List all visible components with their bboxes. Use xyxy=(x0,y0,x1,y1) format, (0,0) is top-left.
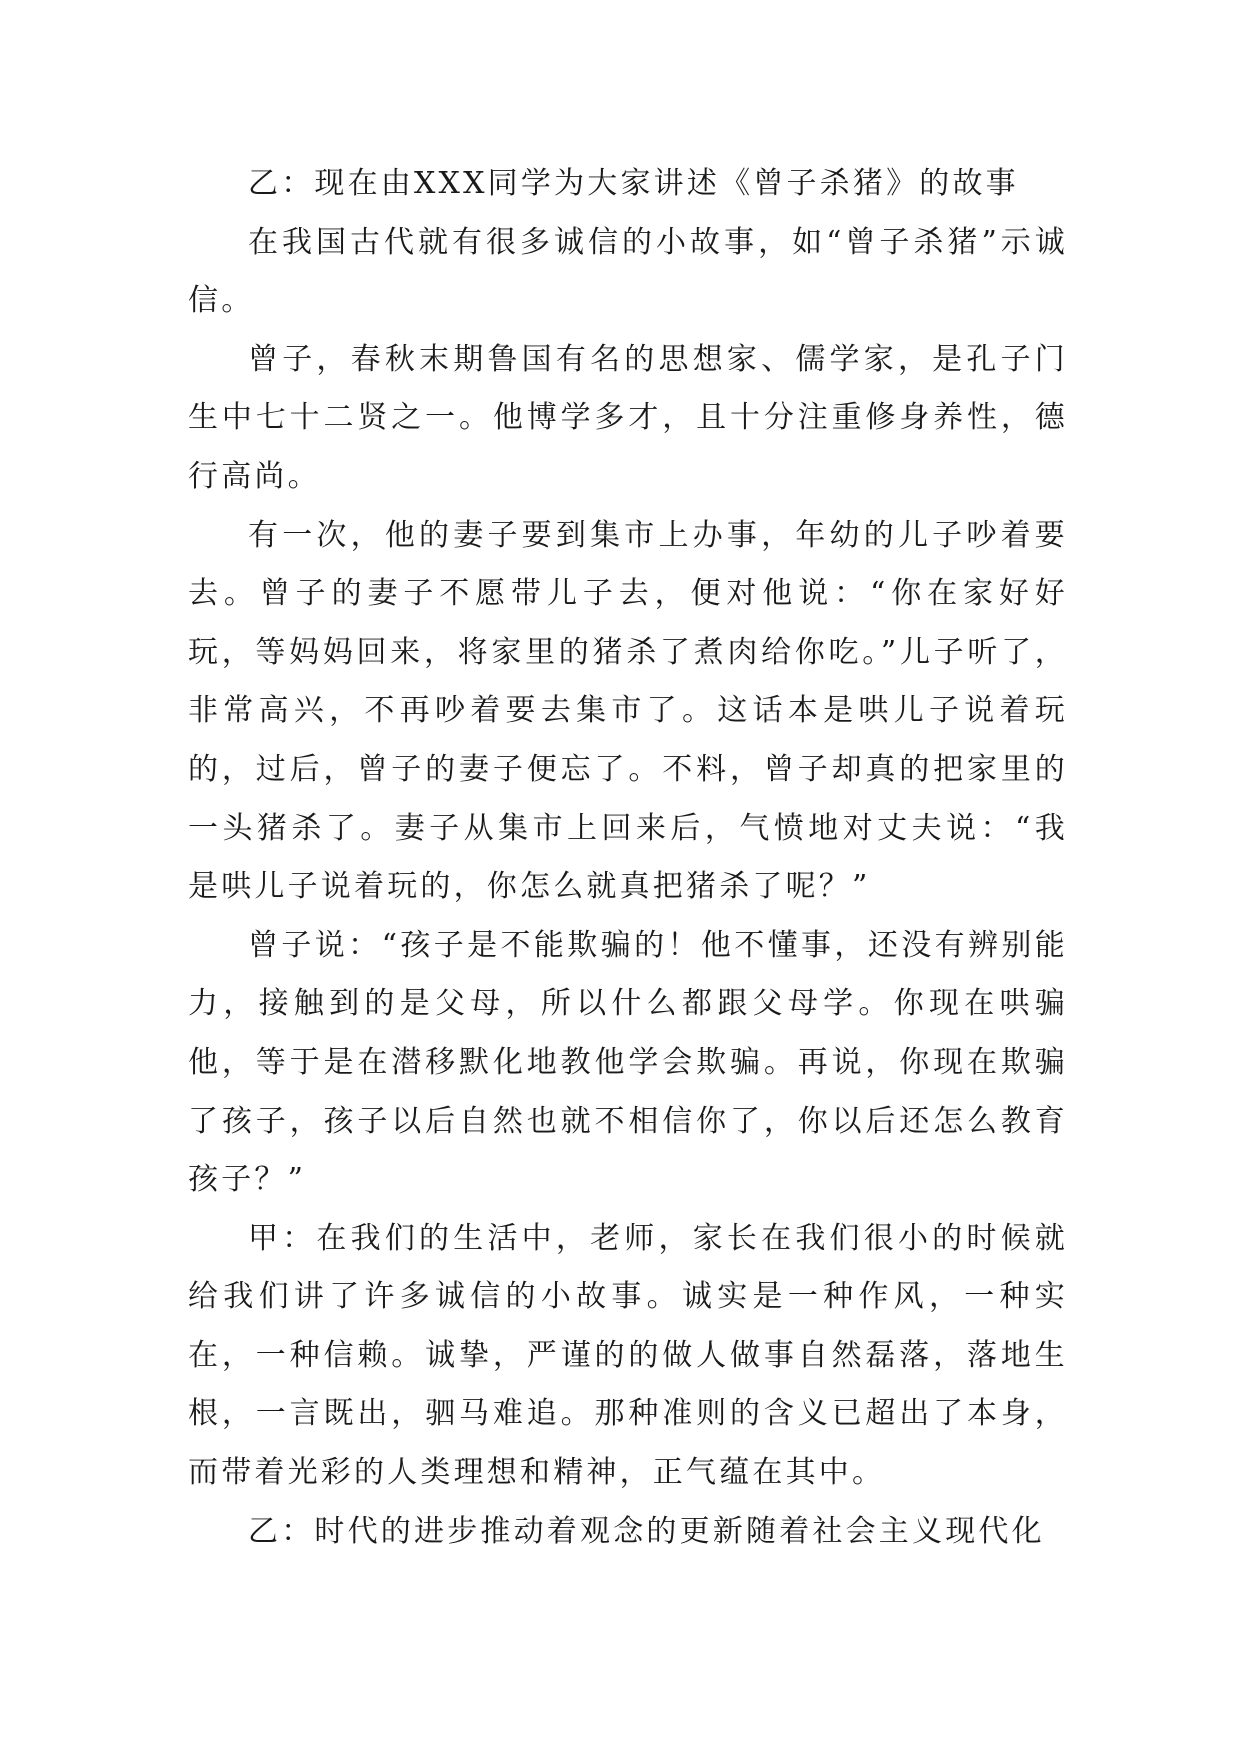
paragraph-intro-story: 乙：现在由XXX同学为大家讲述《曾子杀猪》的故事 xyxy=(248,166,1019,201)
document-body xyxy=(188,155,1068,1561)
paragraph-jia-honesty: 甲：在我们的生活中，老师，家长在我们很小的时候就给我们讲了许多诚信的小故事。诚实是一种作风，一种实在，一种信赖。诚挚，严谨的的做人做事自然磊落，落地生根，一言既出，驷马难追。那种准则的含义已超出了本身，而带着光彩的人类理想和精神，正气蕴在其中。 xyxy=(188,1220,1068,1491)
paragraph-zengzi-bio: 曾子，春秋末期鲁国有名的思想家、儒学家，是孔子门生中七十二贤之一。他博学多才，且十分注重修身养性，德行高尚。 xyxy=(188,341,1068,494)
paragraph-ancient-stories: 在我国古代就有很多诚信的小故事，如“曾子杀猪”示诚信。 xyxy=(188,224,1068,319)
paragraph-story-wife: 有一次，他的妻子要到集市上办事，年幼的儿子吵着要去。曾子的妻子不愿带儿子去，便对他说：“你在家好好玩，等妈妈回来，将家里的猪杀了煮肉给你吃。”儿子听了，非常高兴，不再吵着要去集市了。这话本是哄儿子说着玩的，过后，曾子的妻子便忘了。不料，曾子却真的把家里的一头猪杀了。妻子从集市上回来后，气愤地对丈夫说：“我是哄儿子说着玩的，你怎么就真把猪杀了呢？” xyxy=(188,517,1068,905)
paragraph-zengzi-reply: 曾子说：“孩子是不能欺骗的！他不懂事，还没有辨别能力，接触到的是父母，所以什么都跟父母学。你现在哄骗他，等于是在潜移默化地教他学会欺骗。再说，你现在欺骗了孩子，孩子以后自然也就不相信你了，你以后还怎么教育孩子？” xyxy=(188,927,1068,1198)
paragraph-yi-progress: 乙：时代的进步推动着观念的更新随着社会主义现代化 xyxy=(248,1513,1045,1549)
